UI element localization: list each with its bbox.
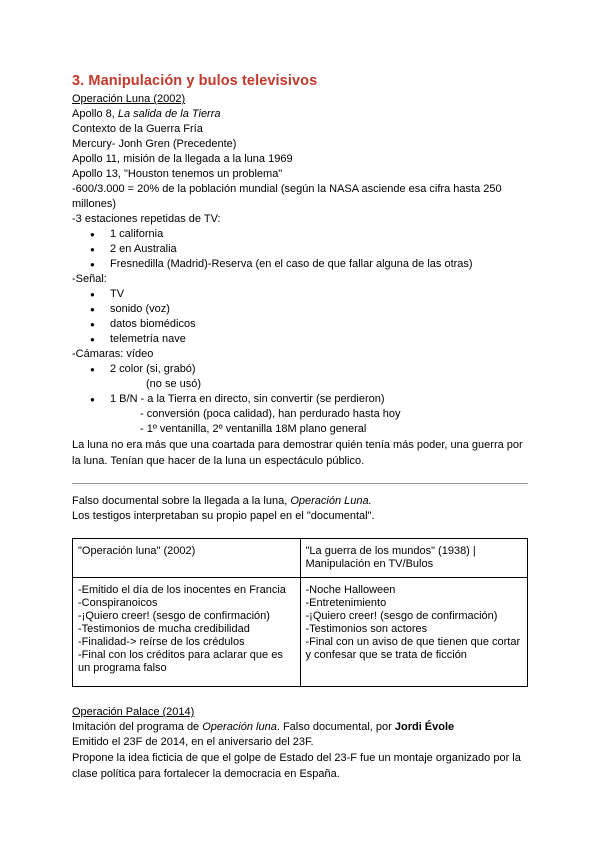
cell-line: -Finalidad-> reírse de los crédulos <box>78 636 245 648</box>
list-item-subline: - 1º ventanilla, 2º ventanilla 18M plano general <box>140 423 367 435</box>
list-item: ● datos biomédicos <box>72 317 528 332</box>
cell-line: -Noche Halloween <box>305 584 396 596</box>
cell-line: -Final con un aviso de que tienen que cortar y confesar que se trata de ficción <box>305 636 521 661</box>
separator-line <box>72 483 528 484</box>
table-cell-col2 <box>300 578 528 687</box>
mercury-line: Mercury- Jonh Gren (Precedente) <box>72 138 237 150</box>
document-page <box>72 72 528 782</box>
cell-line: -Final con los créditos para aclarar que es un programa falso <box>78 649 283 674</box>
list-item-subline: (no se usó) <box>146 378 202 390</box>
doc-note-line2: Los testigos interpretaban su propio papel en el "documental". <box>72 510 375 522</box>
stations-list <box>72 227 528 272</box>
list-item: ● Fresnedilla (Madrid)-Reserva (en el caso de que fallar alguna de las otras) <box>72 257 528 272</box>
apollo11-line: Apollo 11, misión de la llegada a la luna 1969 <box>72 153 293 165</box>
context-line: Contexto de la Guerra Fría <box>72 123 203 135</box>
stat-line: -600/3.000 = 20% de la población mundial (según la NASA asciende esa cifra hasta 250 millones) <box>72 183 502 210</box>
list-item-subline: - conversión (poca calidad), han perdurado hasta hoy <box>140 408 401 420</box>
list-item: ● sonido (voz) <box>72 302 528 317</box>
cell-line: -¡Quiero creer! (sesgo de confirmación) <box>78 610 270 622</box>
section-subtitle: Operación Luna (2002) <box>72 93 186 105</box>
apollo13-line: Apollo 13, "Houston tenemos un problema" <box>72 168 283 180</box>
signal-heading: -Señal: <box>72 273 107 285</box>
cameras-heading: -Cámaras: vídeo <box>72 348 154 360</box>
cell-line: -¡Quiero creer! (sesgo de confirmación) <box>305 610 498 622</box>
list-item: ● TV <box>72 287 528 302</box>
list-item: ● telemetría nave <box>72 332 528 347</box>
stations-heading: -3 estaciones repetidas de TV: <box>72 213 221 225</box>
cell-line: -Emitido el día de los inocentes en Francia <box>78 584 286 596</box>
doc-note-line1: Falso documental sobre la llegada a la luna, Operación Luna. <box>72 495 372 507</box>
table-header-cell: "La guerra de los mundos" (1938) | Manipulación en TV/Bulos <box>300 539 528 578</box>
table-row <box>73 578 528 687</box>
palace-line2: Emitido el 23F de 2014, en el aniversario del 23F. <box>72 736 314 748</box>
conclusion-paragraph: La luna no era más que una coartada para demostrar quién tenía más poder, una guerra por la luna. Tenían que hacer de la luna un espectáculo público. <box>72 439 523 467</box>
table-cell-col1 <box>73 578 301 687</box>
list-item: ● 2 color (si, grabó) <box>72 362 528 377</box>
comparison-table <box>72 538 528 687</box>
list-item: ● 2 en Australia <box>72 242 528 257</box>
table-row <box>73 539 528 578</box>
signal-list <box>72 287 528 347</box>
section-title: 3. Manipulación y bulos televisivos <box>72 73 318 89</box>
palace-line3: Propone la idea ficticia de que el golpe de Estado del 23-F fue un montaje organizado por la clase política para fortalecer la democracia en España. <box>72 752 521 780</box>
list-item: ● 1 B/N - a la Tierra en directo, sin convertir (se perdieron) <box>72 392 528 407</box>
palace-line1: Imitación del programa de Operación luna. Falso documental, por Jordi Évole <box>72 721 455 733</box>
apollo8-line: Apollo 8, La salida de la Tierra <box>72 108 221 120</box>
table-header-cell: "Operación luna" (2002) <box>73 539 301 578</box>
cell-line: -Testimonios de mucha credibilidad <box>78 623 250 635</box>
cameras-list <box>72 362 528 437</box>
cell-line: -Entretenimiento <box>305 597 387 609</box>
cell-line: -Conspiranoicos <box>78 597 158 609</box>
list-item: ● 1 california <box>72 227 528 242</box>
cell-line: -Testimonios son actores <box>305 623 428 635</box>
palace-title: Operación Palace (2014) <box>72 706 195 718</box>
